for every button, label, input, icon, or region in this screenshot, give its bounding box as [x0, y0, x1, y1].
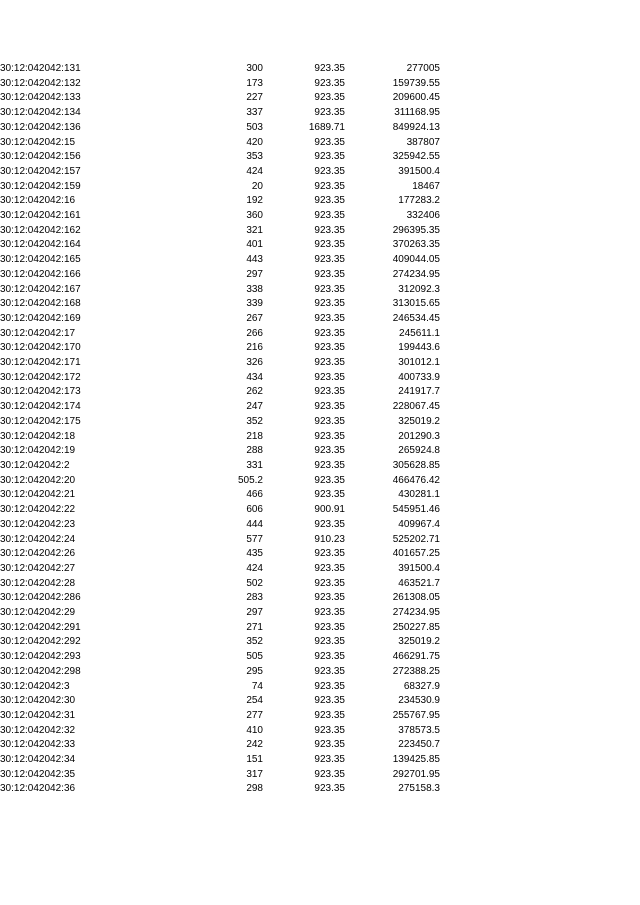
total-cell: 223450.7 [398, 739, 440, 751]
area-cell: 577 [246, 533, 263, 545]
price-cell: 923.35 [314, 63, 345, 74]
cadastral-number-cell: 30:12:042042:33 [0, 739, 76, 751]
price-cell: 923.35 [314, 695, 345, 707]
price-cell: 923.35 [314, 709, 345, 721]
cadastral-number-cell: 30:12:042042:16 [0, 195, 76, 207]
table-row [0, 400, 440, 415]
price-cell: 923.35 [314, 636, 345, 648]
table-row [0, 474, 440, 489]
price-cell: 923.35 [314, 548, 345, 560]
area-cell: 435 [246, 548, 263, 560]
total-cell: 272388.25 [392, 665, 440, 677]
total-cell: 274234.95 [392, 607, 440, 619]
total-cell: 391500.4 [398, 165, 440, 177]
price-cell: 923.35 [314, 680, 345, 692]
area-cell: 505 [246, 651, 263, 663]
table-row [0, 518, 440, 533]
price-cell: 923.35 [314, 195, 345, 207]
price-cell: 923.35 [314, 415, 345, 427]
total-cell: 849924.13 [392, 121, 440, 133]
total-cell: 246534.45 [392, 312, 440, 324]
cadastral-number-cell: 30:12:042042:286 [0, 592, 81, 604]
area-cell: 173 [246, 77, 263, 89]
area-cell: 326 [246, 357, 263, 369]
area-cell: 502 [246, 577, 263, 589]
area-cell: 295 [246, 665, 263, 677]
table-row [0, 680, 440, 695]
total-cell: 525202.71 [392, 533, 440, 545]
price-cell: 923.35 [314, 298, 345, 310]
total-cell: 139425.85 [392, 754, 440, 766]
area-cell: 298 [246, 783, 263, 795]
table-row [0, 297, 440, 312]
area-cell: 352 [246, 415, 263, 427]
total-cell: 241917.7 [398, 386, 440, 398]
cadastral-number-cell: 30:12:042042:134 [0, 107, 81, 119]
price-cell: 923.35 [314, 562, 345, 574]
table-row [0, 283, 440, 298]
cadastral-number-cell: 30:12:042042:165 [0, 254, 81, 266]
table-row [0, 503, 440, 518]
cadastral-number-cell: 30:12:042042:292 [0, 636, 81, 648]
price-cell: 923.35 [314, 268, 345, 280]
table-row [0, 209, 440, 224]
cadastral-number-cell: 30:12:042042:22 [0, 504, 76, 516]
area-cell: 434 [246, 371, 263, 383]
area-cell: 420 [246, 136, 263, 148]
total-cell: 409044.05 [392, 254, 440, 266]
price-cell: 923.35 [314, 651, 345, 663]
table-row [0, 782, 440, 797]
price-cell: 923.35 [314, 283, 345, 295]
price-cell: 923.35 [314, 342, 345, 354]
price-cell: 923.35 [314, 577, 345, 589]
price-cell: 923.35 [314, 621, 345, 633]
cadastral-number-cell: 30:12:042042:136 [0, 121, 81, 133]
cadastral-number-cell: 30:12:042042:159 [0, 180, 81, 192]
cadastral-number-cell: 30:12:042042:293 [0, 651, 81, 663]
area-cell: 216 [246, 342, 263, 354]
area-cell: 443 [246, 254, 263, 266]
area-cell: 401 [246, 239, 263, 251]
table-row [0, 165, 440, 180]
table-row [0, 444, 440, 459]
table-row [0, 91, 440, 106]
cadastral-number-cell: 30:12:042042:133 [0, 92, 81, 104]
cadastral-number-cell: 30:12:042042:172 [0, 371, 81, 383]
cadastral-number-cell: 30:12:042042:168 [0, 298, 81, 310]
area-cell: 277 [246, 709, 263, 721]
cadastral-number-cell: 30:12:042042:167 [0, 283, 81, 295]
cadastral-number-cell: 30:12:042042:18 [0, 430, 76, 442]
table-row [0, 341, 440, 356]
cadastral-number-cell: 30:12:042042:32 [0, 724, 76, 736]
cadastral-number-cell: 30:12:042042:31 [0, 709, 76, 721]
total-cell: 325019.2 [398, 636, 440, 648]
cadastral-number-cell: 30:12:042042:20 [0, 474, 76, 486]
price-cell: 923.35 [314, 489, 345, 501]
cadastral-number-cell: 30:12:042042:35 [0, 768, 76, 780]
price-cell: 923.35 [314, 518, 345, 530]
price-cell: 923.35 [314, 739, 345, 751]
total-cell: 250227.85 [392, 621, 440, 633]
price-cell: 923.35 [314, 151, 345, 163]
table-row [0, 224, 440, 239]
total-cell: 313015.65 [392, 298, 440, 310]
total-cell: 201290.3 [398, 430, 440, 442]
total-cell: 378573.5 [398, 724, 440, 736]
price-cell: 923.35 [314, 92, 345, 104]
price-cell: 923.35 [314, 768, 345, 780]
cadastral-number-cell: 30:12:042042:30 [0, 695, 76, 707]
price-cell: 923.35 [314, 312, 345, 324]
area-cell: 74 [251, 680, 263, 692]
cadastral-number-cell: 30:12:042042:36 [0, 783, 76, 795]
total-cell: 401657.25 [392, 548, 440, 560]
table-row [0, 356, 440, 371]
table-row [0, 665, 440, 680]
table-row [0, 194, 440, 209]
cadastral-number-cell: 30:12:042042:170 [0, 342, 81, 354]
total-cell: 466476.42 [392, 474, 440, 486]
total-cell: 391500.4 [398, 562, 440, 574]
table-row [0, 136, 440, 151]
area-cell: 503 [246, 121, 263, 133]
price-cell: 923.35 [314, 136, 345, 148]
price-cell: 923.35 [314, 107, 345, 119]
total-cell: 325019.2 [398, 415, 440, 427]
area-cell: 353 [246, 151, 263, 163]
cadastral-number-cell: 30:12:042042:173 [0, 386, 81, 398]
cadastral-number-cell: 30:12:042042:161 [0, 210, 81, 222]
price-cell: 923.35 [314, 445, 345, 457]
table-row [0, 106, 440, 121]
table-row [0, 709, 440, 724]
cadastral-number-cell: 30:12:042042:162 [0, 224, 81, 236]
total-cell: 296395.35 [392, 224, 440, 236]
price-cell: 923.35 [314, 474, 345, 486]
area-cell: 288 [246, 445, 263, 457]
total-cell: 463521.7 [398, 577, 440, 589]
table-row [0, 724, 440, 739]
total-cell: 311168.95 [394, 107, 440, 119]
total-cell: 261308.05 [392, 592, 440, 604]
cadastral-number-cell: 30:12:042042:291 [0, 621, 81, 633]
area-cell: 352 [246, 636, 263, 648]
data-table [0, 62, 440, 797]
price-cell: 923.35 [314, 224, 345, 236]
table-row [0, 533, 440, 548]
cadastral-number-cell: 30:12:042042:15 [0, 136, 76, 148]
total-cell: 312092.3 [398, 283, 440, 295]
total-cell: 409967.4 [398, 518, 440, 530]
table-row [0, 121, 440, 136]
total-cell: 277005 [406, 63, 440, 74]
price-cell: 923.35 [314, 165, 345, 177]
area-cell: 444 [246, 518, 263, 530]
area-cell: 505.2 [237, 474, 263, 486]
area-cell: 300 [246, 63, 263, 74]
table-row [0, 253, 440, 268]
total-cell: 209600.45 [392, 92, 440, 104]
table-row [0, 635, 440, 650]
table-row [0, 591, 440, 606]
price-cell: 910.23 [314, 533, 345, 545]
area-cell: 266 [246, 327, 263, 339]
price-cell: 923.35 [314, 592, 345, 604]
table-row [0, 577, 440, 592]
cadastral-number-cell: 30:12:042042:298 [0, 665, 81, 677]
cadastral-number-cell: 30:12:042042:17 [0, 327, 76, 339]
table-row [0, 459, 440, 474]
spreadsheet-page [0, 62, 640, 797]
total-cell: 305628.85 [392, 459, 440, 471]
area-cell: 254 [246, 695, 263, 707]
price-cell: 923.35 [314, 357, 345, 369]
table-row [0, 650, 440, 665]
cadastral-number-cell: 30:12:042042:169 [0, 312, 81, 324]
total-cell: 430281.1 [398, 489, 440, 501]
cadastral-number-cell: 30:12:042042:27 [0, 562, 76, 574]
price-cell: 923.35 [314, 607, 345, 619]
price-cell: 923.35 [314, 401, 345, 413]
table-row [0, 547, 440, 562]
area-cell: 192 [246, 195, 263, 207]
area-cell: 317 [246, 768, 263, 780]
table-row [0, 621, 440, 636]
area-cell: 424 [246, 165, 263, 177]
price-cell: 923.35 [314, 754, 345, 766]
cadastral-number-cell: 30:12:042042:28 [0, 577, 76, 589]
price-cell: 923.35 [314, 77, 345, 89]
area-cell: 424 [246, 562, 263, 574]
area-cell: 297 [246, 268, 263, 280]
total-cell: 199443.6 [398, 342, 440, 354]
price-cell: 923.35 [314, 386, 345, 398]
price-cell: 923.35 [314, 210, 345, 222]
table-row [0, 385, 440, 400]
table-row [0, 180, 440, 195]
area-cell: 20 [251, 180, 263, 192]
price-cell: 1689.71 [308, 121, 345, 133]
area-cell: 606 [246, 504, 263, 516]
total-cell: 265924.8 [398, 445, 440, 457]
total-cell: 177283.2 [398, 195, 440, 207]
price-cell: 900.91 [314, 504, 345, 516]
table-row [0, 268, 440, 283]
cadastral-number-cell: 30:12:042042:174 [0, 401, 81, 413]
area-cell: 321 [246, 224, 263, 236]
area-cell: 331 [246, 459, 263, 471]
cadastral-number-cell: 30:12:042042:23 [0, 518, 76, 530]
table-row [0, 327, 440, 342]
total-cell: 228067.45 [392, 401, 440, 413]
price-cell: 923.35 [314, 327, 345, 339]
cadastral-number-cell: 30:12:042042:3 [0, 680, 70, 692]
total-cell: 370263.35 [392, 239, 440, 251]
cadastral-number-cell: 30:12:042042:157 [0, 165, 81, 177]
table-row [0, 150, 440, 165]
price-cell: 923.35 [314, 254, 345, 266]
area-cell: 297 [246, 607, 263, 619]
cadastral-number-cell: 30:12:042042:21 [0, 489, 76, 501]
price-cell: 923.35 [314, 371, 345, 383]
cadastral-number-cell: 30:12:042042:175 [0, 415, 81, 427]
price-cell: 923.35 [314, 239, 345, 251]
price-cell: 923.35 [314, 665, 345, 677]
area-cell: 271 [246, 621, 263, 633]
total-cell: 301012.1 [398, 357, 440, 369]
area-cell: 338 [246, 283, 263, 295]
table-row [0, 415, 440, 430]
total-cell: 234530.9 [398, 695, 440, 707]
area-cell: 339 [246, 298, 263, 310]
cadastral-number-cell: 30:12:042042:34 [0, 754, 76, 766]
table-row [0, 371, 440, 386]
total-cell: 275158.3 [398, 783, 440, 795]
cadastral-number-cell: 30:12:042042:171 [0, 357, 81, 369]
area-cell: 218 [246, 430, 263, 442]
area-cell: 262 [246, 386, 263, 398]
total-cell: 255767.95 [392, 709, 440, 721]
cadastral-number-cell: 30:12:042042:131 [0, 63, 81, 74]
total-cell: 332406 [406, 210, 440, 222]
area-cell: 151 [246, 754, 263, 766]
table-row [0, 753, 440, 768]
price-cell: 923.35 [314, 459, 345, 471]
area-cell: 242 [246, 739, 263, 751]
table-row [0, 738, 440, 753]
table-row [0, 312, 440, 327]
cadastral-number-cell: 30:12:042042:166 [0, 268, 81, 280]
table-row [0, 606, 440, 621]
total-cell: 274234.95 [392, 268, 440, 280]
table-row [0, 768, 440, 783]
area-cell: 360 [246, 210, 263, 222]
price-cell: 923.35 [314, 180, 345, 192]
area-cell: 267 [246, 312, 263, 324]
cadastral-number-cell: 30:12:042042:156 [0, 151, 81, 163]
total-cell: 400733.9 [398, 371, 440, 383]
price-cell: 923.35 [314, 724, 345, 736]
total-cell: 387807 [406, 136, 440, 148]
table-row [0, 694, 440, 709]
table-row [0, 488, 440, 503]
total-cell: 159739.55 [392, 77, 440, 89]
table-row [0, 562, 440, 577]
total-cell: 325942.55 [392, 151, 440, 163]
area-cell: 283 [246, 592, 263, 604]
table-row [0, 77, 440, 92]
price-cell: 923.35 [314, 783, 345, 795]
cadastral-number-cell: 30:12:042042:19 [0, 445, 76, 457]
table-row [0, 62, 440, 77]
total-cell: 466291.75 [392, 651, 440, 663]
table-row [0, 430, 440, 445]
cadastral-number-cell: 30:12:042042:164 [0, 239, 81, 251]
total-cell: 245611.1 [399, 327, 440, 339]
table-body [0, 62, 440, 797]
area-cell: 227 [246, 92, 263, 104]
area-cell: 247 [246, 401, 263, 413]
cadastral-number-cell: 30:12:042042:29 [0, 607, 76, 619]
cadastral-number-cell: 30:12:042042:24 [0, 533, 76, 545]
total-cell: 292701.95 [392, 768, 440, 780]
area-cell: 337 [246, 107, 263, 119]
cadastral-number-cell: 30:12:042042:132 [0, 77, 81, 89]
cadastral-number-cell: 30:12:042042:26 [0, 548, 76, 560]
table-row [0, 238, 440, 253]
price-cell: 923.35 [314, 430, 345, 442]
area-cell: 466 [246, 489, 263, 501]
total-cell: 545951.46 [392, 504, 440, 516]
area-cell: 410 [246, 724, 263, 736]
cadastral-number-cell: 30:12:042042:2 [0, 459, 70, 471]
total-cell: 18467 [412, 180, 440, 192]
total-cell: 68327.9 [403, 680, 440, 692]
